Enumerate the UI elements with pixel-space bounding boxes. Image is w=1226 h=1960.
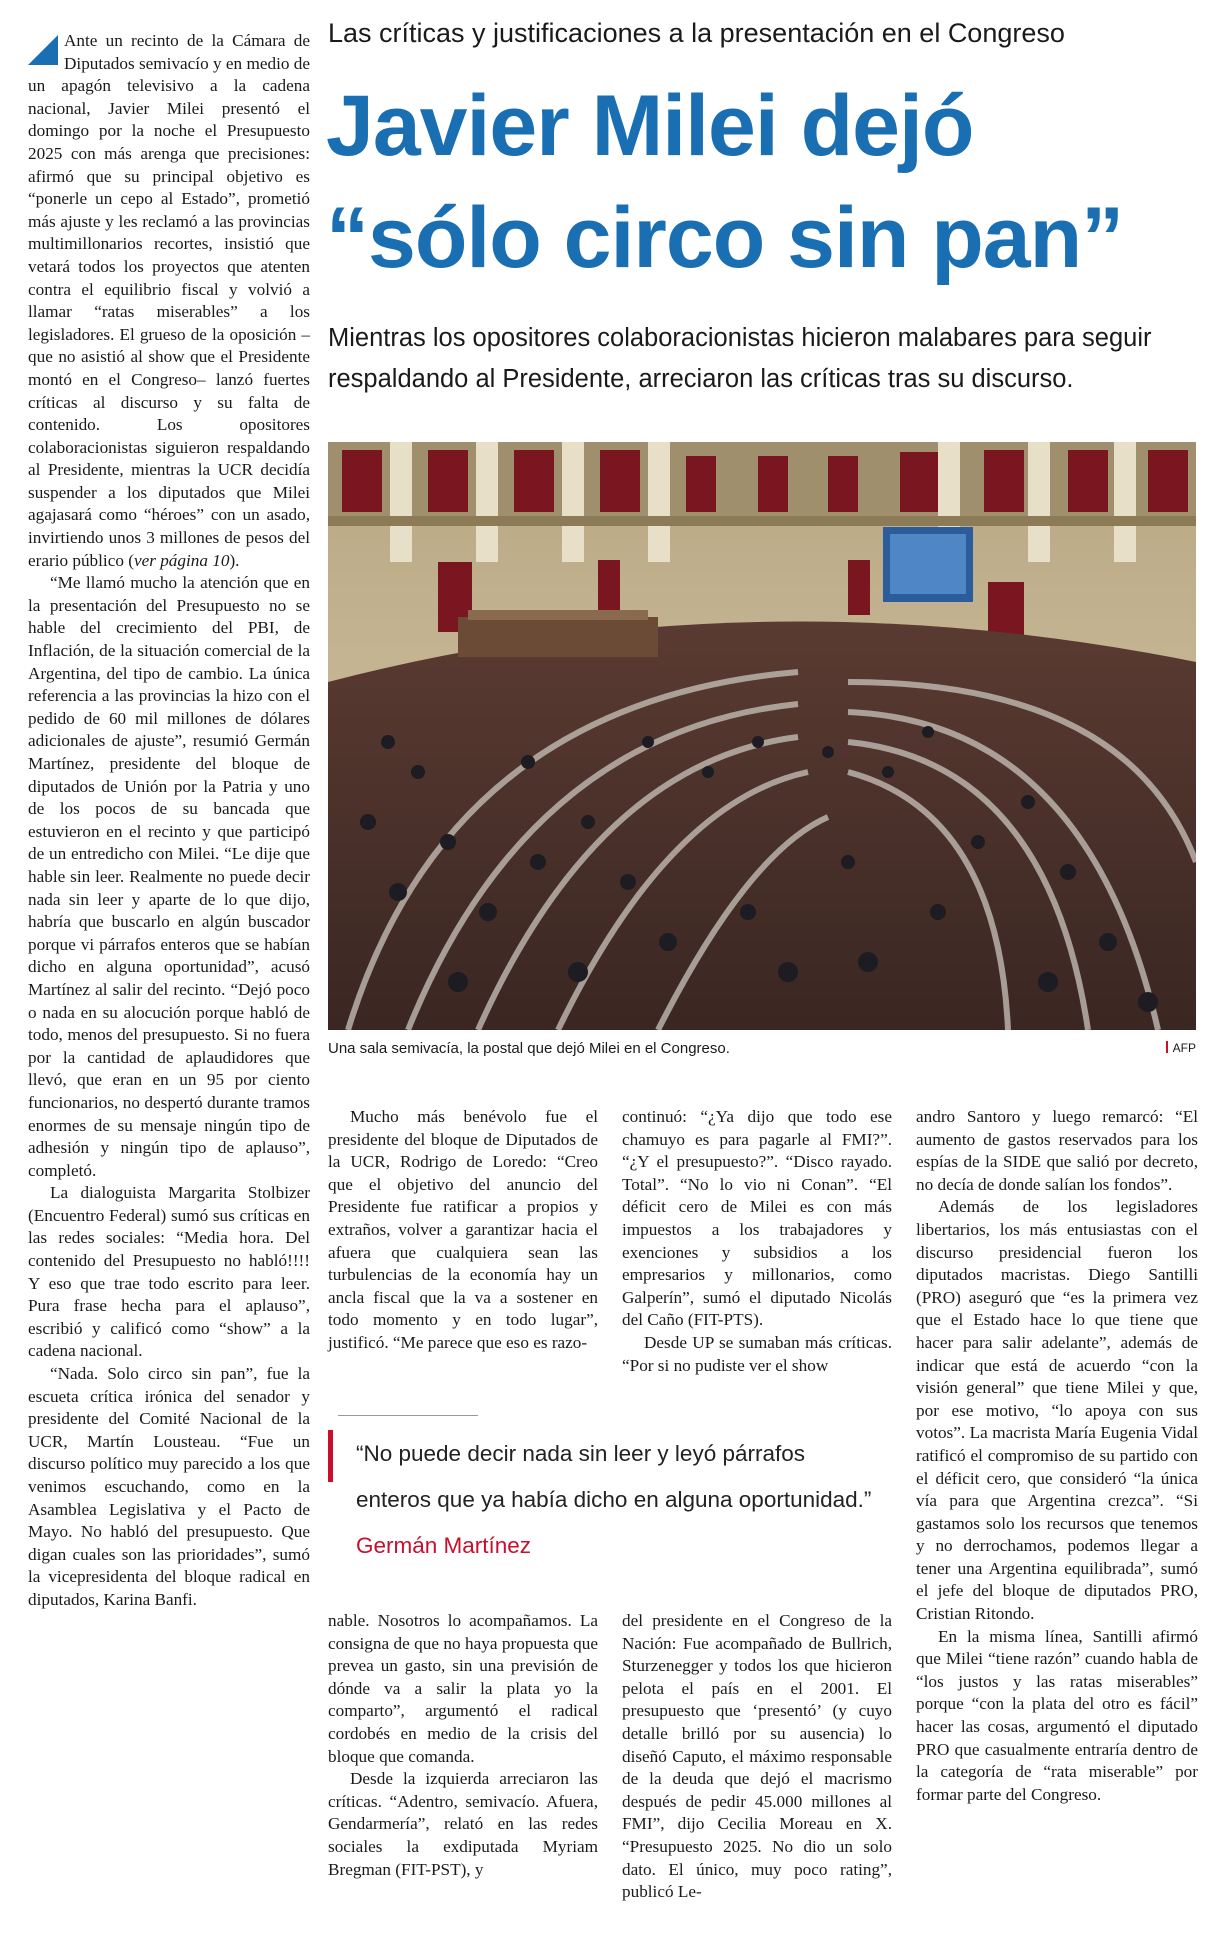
section-marker-icon	[28, 35, 58, 65]
headline	[326, 70, 1216, 294]
left-column	[28, 30, 310, 1612]
article-paragraph: andro Santoro y luego remarcó: “El aumento de gastos reservados para los espías de la SIDE que salió por decreto, no decía de donde salían los fondos”.	[916, 1107, 1198, 1194]
article-paragraph: “Nada. Solo circo sin pan”, fue la escueta crítica irónica del senador y presidente del Comité Nacional de la UCR, Martín Lousteau. “Fue un discurso político muy parecido a los que venimos escuchando, como en la Asamblea Legislativa y el Pacto de Mayo. No habló del presupuesto. Que digan cuales son las prioridades”, sumó la vicepresidenta del bloque radical en diputados, Karina Banfi.	[28, 1364, 310, 1609]
quote-divider	[338, 1415, 478, 1416]
quote-author: Germán Martínez	[356, 1533, 532, 1558]
quote-text: “No puede decir nada sin leer y leyó párrafos enteros que ya había dicho en alguna oportunidad.” Germán Martínez	[356, 1441, 872, 1558]
photo-caption: Una sala semivacía, la postal que dejó Milei en el Congreso.	[328, 1040, 730, 1057]
article-column-4	[916, 1106, 1198, 1806]
article-paragraph: Desde la izquierda arreciaron las críticas. “Adentro, semivacío. Afuera, Gendarmería”, relató en las redes sociales la exdiputada Myriam Bregman (FIT-PST), y	[328, 1769, 598, 1879]
article-paragraph: Ante un recinto de la Cámara de Diputados semivacío y en medio de un apagón televisivo a la cadena nacional, Javier Milei presentó el domingo por la noche el Presupuesto 2025 con más arenga que precisiones: afirmó que su principal objetivo es “ponerle un cepo al Estado”, prometió más ajuste y les reclamó a las provincias multimillonarios recortes, insistió que vetará todos los proyectos que atenten contra el equilibrio fiscal y volvió a llamar “ratas miserables” a los legisladores. El grueso de la oposición –que no asistió al show que el Presidente montó en el Congreso– lanzó fuertes críticas al discurso y su falta de contenido. Los opositores colaboracionistas siguieron respaldando al Presidente, mientras la UCR decidía suspender a los diputados que Milei agajasará como “héroes” con un asado, invirtiendo unos 3 millones de pesos del erario público (ver página 10).	[28, 31, 310, 570]
article-paragraph: nable. Nosotros lo acompañamos. La consigna de que no haya propuesta que prevea un gasto, sin una previsión de dónde va a salir la plata yo la comparto”, argumentó el radical cordobés en medio de la crisis del bloque que comanda.	[328, 1611, 598, 1766]
article-paragraph: del presidente en el Congreso de la Nación: Fue acompañado de Bullrich, Sturzenegger y todos los que hicieron pelota el país en el 2001. El presupuesto que ‘presentó’ (y cuyo detalle brilló por su ausencia) lo diseñó Caputo, el máximo responsable de la deuda que dejó el macrismo después de pedir 45.000 millones al FMI”, dijo Cecilia Moreau en X. “Presupuesto 2025. No dio un solo dato. El único, muy poco rating”, publicó Le-	[622, 1611, 892, 1902]
article-paragraph: Desde UP se sumaban más críticas. “Por si no pudiste ver el show	[622, 1332, 892, 1375]
article-paragraph: “Me llamó mucho la atención que en la presentación del Presupuesto no se hable del crecimiento del PBI, de Inflación, de la situación comercial de la Argentina, del tipo de cambio. La única referencia a las provincias la hizo con el pedido de 60 mil millones de dólares adicionales de ajuste”, resumió Germán Martínez, presidente del bloque de diputados de Unión por la Patria y uno de los pocos de su bancada que estuvieron en el recinto y que participó de un entredicho con Milei. “Le dije que hable sin leer. Realmente no puede decir nada sin leer y aparte de lo que dijo, habría que buscarlo en algún buscador porque vi párrafos enteros que se habían dicho en alguna oportunidad”, acusó Martínez al salir del recinto. “Dejó poco o nada en su alocución porque habló de todo, menos del presupuesto. Si no fuera por la cantidad de aplaudidores que llevó, que eran en un 95 por ciento funcionarios, no despertó durante tramos enormes de su mensaje ningún tipo de adhesión y ningún tipo de aplauso”, completó.	[28, 573, 310, 1180]
article-paragraph: La dialoguista Margarita Stolbizer (Encuentro Federal) sumó sus críticas en las redes sociales: “Media hora. Del contenido del Presupuesto no habló!!!! Y eso que trae todo escrito para leer. Pura frase hecha para el aplauso”, escribió y calificó como “show” a la cadena nacional.	[28, 1183, 310, 1361]
article-column-2-top	[328, 1106, 598, 1355]
kicker: Las críticas y justificaciones a la presentación en el Congreso	[328, 18, 1065, 48]
pull-quote	[328, 1415, 888, 1585]
article-paragraph: continuó: “¿Ya dijo que todo ese chamuyo es para pagarle al FMI?”. “¿Y el presupuesto?”. “Disco rayado. Total”. “No lo vio ni Conan”. “El déficit cero de Milei es con más impuestos a los trabajadores y exenciones y subsidios a los empresarios y millonarios, como Galperín”, sumó el diputado Nicolás del Caño (FIT-PTS).	[622, 1107, 892, 1330]
photo-credit: AFP	[1140, 1041, 1196, 1055]
headline-line: Javier Milei dejó	[326, 78, 974, 174]
subheadline: Mientras los opositores colaboracionistas hicieron malabares para seguir respaldando al Presidente, arreciaron las críticas tras su discurso.	[328, 324, 1152, 393]
congress-chamber-photo	[328, 442, 1196, 1030]
headline-line: “sólo circo sin pan”	[326, 190, 1124, 286]
article-paragraph: Mucho más benévolo fue el presidente del bloque de Diputados de la UCR, Rodrigo de Loredo: “Creo que el objetivo del anuncio del Presidente fue ratificar a propios y extraños, volver a garantizar hacia el afuera que cualquiera sean las turbulencias de la economía hay un ancla fiscal que la va a sostener en todo momento y en todo lugar”, justificó. “Me parece que eso es razo-	[328, 1107, 598, 1352]
article-paragraph: En la misma línea, Santilli afirmó que Milei “tiene razón” cuando habla de “los justos y las ratas miserables” porque “con la plata del otro es fácil” hacer las cosas, argumentó el diputado PRO que casualmente entraría dentro de la categoría de “rata miserable” por formar parte del Congreso.	[916, 1626, 1198, 1804]
article-column-3-top	[622, 1106, 892, 1377]
article-column-2-bottom	[328, 1610, 598, 1881]
article-paragraph: Además de los legisladores libertarios, los más entusiastas con el discurso presidencial fueron los diputados macristas. Diego Santilli (PRO) aseguró que “es la primera vez que el Estado hace lo que tiene que hacer para salir adelante”, además de indicar que está de acuerdo “con la visión general” que tiene Milei y que, por ese motivo, “lo apoya con sus votos”. La macrista María Eugenia Vidal ratificó el compromiso de su partido con el déficit cero, que consideró “la única vía para que Argentina crezca”. “Si gastamos solo los recursos que tenemos y no derrochamos, podemos llegar a tener una Argentina equilibrada”, sumó el jefe del bloque de diputados PRO, Cristian Ritondo.	[916, 1197, 1198, 1624]
page-reference: ver página 10	[133, 550, 230, 570]
article-column-3-bottom	[622, 1610, 892, 1904]
quote-bar-icon	[328, 1430, 333, 1482]
credit-bar-icon	[1166, 1041, 1168, 1053]
